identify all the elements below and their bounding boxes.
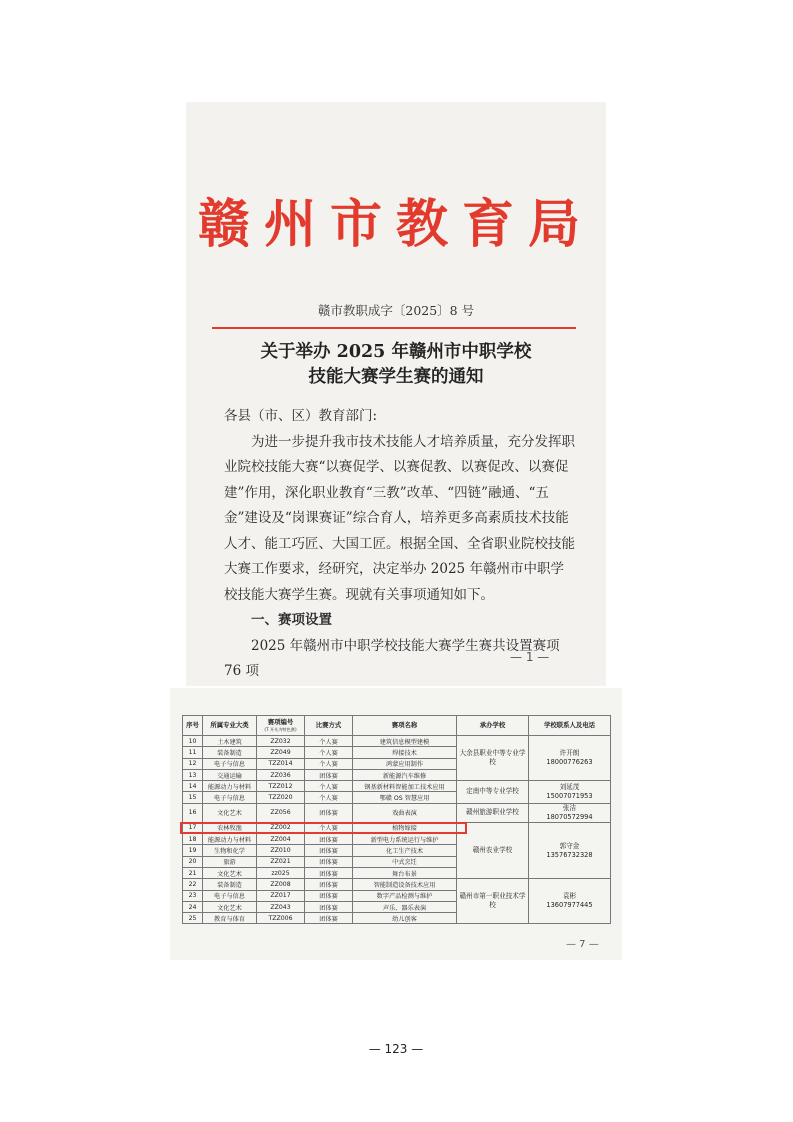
- cell-seq: 18: [183, 834, 203, 845]
- cell-code: ZZ002: [257, 822, 305, 833]
- cell-seq: 12: [183, 758, 203, 769]
- cell-name: 焊接技术: [353, 747, 457, 758]
- cell-contact: [529, 822, 611, 878]
- red-divider: [212, 327, 576, 329]
- contact-phone: 18070572994: [546, 812, 593, 821]
- contact-phone: 18000776263: [546, 758, 593, 767]
- cell-host: 赣州市第一职业技术学校: [457, 879, 529, 924]
- cell-mode: 团体赛: [305, 769, 353, 780]
- cell-name: 智能制造设备技术应用: [353, 879, 457, 890]
- cell-code: ZZ021: [257, 856, 305, 867]
- page-number-1: — 1 —: [510, 650, 550, 664]
- cell-code: ZZ010: [257, 845, 305, 856]
- cell-contact: [529, 736, 611, 781]
- header-mode: 比赛方式: [305, 716, 353, 736]
- cell-mode: 团体赛: [305, 879, 353, 890]
- cell-seq: 10: [183, 736, 203, 747]
- cell-name: 钢基新材料智能加工技术应用: [353, 781, 457, 792]
- cell-contact: [529, 879, 611, 924]
- cell-seq: 15: [183, 792, 203, 803]
- cell-category: 教育与体育: [203, 913, 257, 924]
- cell-code: TZZ020: [257, 792, 305, 803]
- cell-mode: 团体赛: [305, 856, 353, 867]
- cell-contact: [529, 781, 611, 804]
- cell-category: 装备制造: [203, 747, 257, 758]
- title-line-1: 关于举办 2025 年赣州市中职学校: [260, 342, 532, 362]
- cell-mode: 团体赛: [305, 867, 353, 878]
- cell-seq: 21: [183, 867, 203, 878]
- cell-seq: 19: [183, 845, 203, 856]
- cell-seq: 22: [183, 879, 203, 890]
- cell-seq: 23: [183, 890, 203, 901]
- cell-code: ZZ017: [257, 890, 305, 901]
- cell-name: 化工生产技术: [353, 845, 457, 856]
- cell-contact: [529, 803, 611, 822]
- cell-category: 旅游: [203, 856, 257, 867]
- cell-seq: 25: [183, 913, 203, 924]
- cell-mode: 个人赛: [305, 758, 353, 769]
- cell-name: 戏曲表演: [353, 803, 457, 822]
- cell-host: 赣州农业学校: [457, 822, 529, 878]
- highlight-box-row-17: [180, 822, 467, 834]
- cell-category: 能源动力与材料: [203, 781, 257, 792]
- page-number-7: — 7 —: [566, 939, 599, 950]
- cell-host: 赣州旅游职业学校: [457, 803, 529, 822]
- title-line-2: 技能大赛学生赛的通知: [308, 367, 484, 387]
- cell-mode: 团体赛: [305, 834, 353, 845]
- cell-mode: 个人赛: [305, 822, 353, 833]
- cell-name: 新型电力系统运行与维护: [353, 834, 457, 845]
- cell-category: 土木建筑: [203, 736, 257, 747]
- cell-name: 舞台布景: [353, 867, 457, 878]
- cell-mode: 团体赛: [305, 803, 353, 822]
- footer-page-number: — 123 —: [368, 1042, 424, 1056]
- cell-code: ZZ049: [257, 747, 305, 758]
- header-code-label: 赛项编号: [267, 718, 294, 727]
- cell-category: 文化艺术: [203, 901, 257, 912]
- header-contact: 学校联系人及电话: [529, 716, 611, 736]
- cell-name: 新能源汽车维修: [353, 769, 457, 780]
- cell-seq: 13: [183, 769, 203, 780]
- salutation: 各县（市、区）教育部门:: [224, 408, 378, 424]
- cell-category: 生物和化学: [203, 845, 257, 856]
- cell-name: 声乐、器乐表演: [353, 901, 457, 912]
- cell-seq: 14: [183, 781, 203, 792]
- cell-category: 装备制造: [203, 879, 257, 890]
- table-row: [183, 781, 611, 792]
- cell-name: 植物嫁接: [353, 822, 457, 833]
- table-row: [183, 803, 611, 822]
- cell-mode: 团体赛: [305, 913, 353, 924]
- cell-seq: 20: [183, 856, 203, 867]
- contact-name: 袁彬: [562, 892, 577, 901]
- competition-table: [182, 715, 611, 924]
- contact-phone: 15007071953: [546, 791, 593, 800]
- cell-code: zz025: [257, 867, 305, 878]
- cell-mode: 团体赛: [305, 890, 353, 901]
- cell-mode: 个人赛: [305, 781, 353, 792]
- cell-code: TZZ014: [257, 758, 305, 769]
- table-header-row: [183, 716, 611, 736]
- cell-category: 交通运输: [203, 769, 257, 780]
- cell-name: 中式烹饪: [353, 856, 457, 867]
- cell-code: ZZ056: [257, 803, 305, 822]
- contact-name: 刘延茂: [559, 782, 580, 791]
- cell-name: 鄂赣 OS 智慧应用: [353, 792, 457, 803]
- cell-code: TZZ006: [257, 913, 305, 924]
- header-code-note: (T 开头为特色赛): [264, 726, 297, 732]
- contact-phone: 13576732328: [546, 850, 593, 859]
- cell-mode: 团体赛: [305, 845, 353, 856]
- cell-category: 农林牧渔: [203, 822, 257, 833]
- cell-seq: 24: [183, 901, 203, 912]
- header-name: 赛项名称: [353, 716, 457, 736]
- cell-name: 鸿蒙应用制作: [353, 758, 457, 769]
- cell-seq: 17: [183, 822, 203, 833]
- cell-category: 能源动力与材料: [203, 834, 257, 845]
- cell-category: 文化艺术: [203, 803, 257, 822]
- document-number: 赣市教职成字〔2025〕8 号: [317, 303, 475, 318]
- cell-host: 定南中等专业学校: [457, 781, 529, 804]
- cell-category: 电子与信息: [203, 758, 257, 769]
- contact-name: 郭守金: [559, 841, 580, 850]
- cell-mode: 个人赛: [305, 792, 353, 803]
- cell-code: ZZ004: [257, 834, 305, 845]
- header-code: [257, 716, 305, 736]
- cell-name: 幼儿创客: [353, 913, 457, 924]
- cell-mode: 个人赛: [305, 736, 353, 747]
- cell-code: ZZ008: [257, 879, 305, 890]
- header-category: 所属专业大类: [203, 716, 257, 736]
- section-heading: 一、赛项设置: [251, 612, 332, 628]
- cell-category: 文化艺术: [203, 867, 257, 878]
- table-row: [183, 736, 611, 747]
- paragraph-intro: 为进一步提升我市技术技能人才培养质量，充分发挥职业院校技能大赛“以赛促学、以赛促教、以赛促改、以赛促建”作用，深化职业教育“三教”改革、“四链”融通、“五金”建设及“岗课赛证”综合育人，培养更多高素质技术技能人才、能工巧匠、大国工匠。根据全国、全省职业院校技能大赛工作要求，经研究，决定举办 2025 年赣州市中职学校技能大赛学生赛。现就有关事项通知如下。: [224, 433, 575, 603]
- section-text: 2025 年赣州市中职学校技能大赛学生赛共设置赛项 76 项: [224, 637, 560, 679]
- contact-phone: 13607977445: [546, 901, 593, 910]
- contact-name: 许开朗: [559, 749, 580, 758]
- notice-body: [224, 404, 576, 685]
- cell-category: 电子与信息: [203, 890, 257, 901]
- cell-mode: 个人赛: [305, 747, 353, 758]
- cell-name: 建筑信息模型建模: [353, 736, 457, 747]
- cell-mode: 团体赛: [305, 901, 353, 912]
- cell-host: 大余县职业中等专业学校: [457, 736, 529, 781]
- contact-name: 张洁: [562, 803, 577, 812]
- cell-name: 数字产品检测与维护: [353, 890, 457, 901]
- cell-code: ZZ043: [257, 901, 305, 912]
- issuer-header: 赣州市教育局: [197, 194, 594, 255]
- cell-seq: 11: [183, 747, 203, 758]
- cell-category: 电子与信息: [203, 792, 257, 803]
- cell-seq: 16: [183, 803, 203, 822]
- table-row: [183, 879, 611, 890]
- document-title: [186, 340, 606, 390]
- cell-code: ZZ032: [257, 736, 305, 747]
- cell-code: ZZ036: [257, 769, 305, 780]
- header-host: 承办学校: [457, 716, 529, 736]
- cell-code: TZZ012: [257, 781, 305, 792]
- header-seq: 序号: [183, 716, 203, 736]
